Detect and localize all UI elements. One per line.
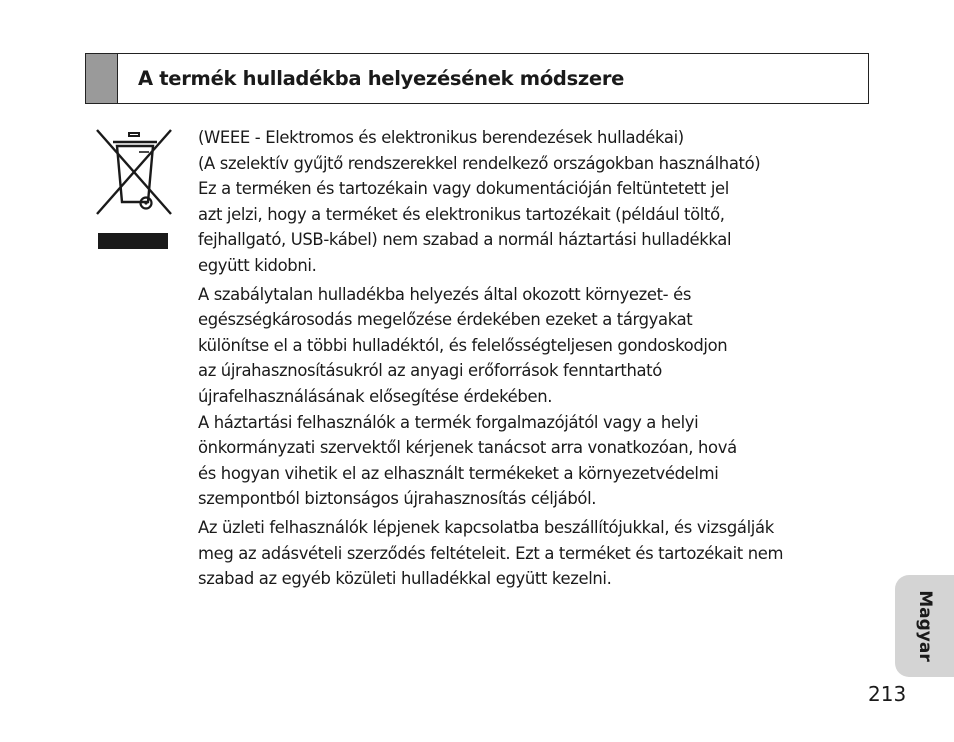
- text-line: szabad az egyéb közületi hulladékkal együtt kezelni.: [198, 569, 612, 589]
- header-accent-block: [86, 54, 118, 103]
- text-line: önkormányzati szervektől kérjenek tanácsot arra vonatkozóan, hová: [198, 438, 737, 458]
- text-line: együtt kidobni.: [198, 255, 317, 275]
- text-line: különítse el a többi hulladéktól, és felelősségteljesen gondoskodjon: [198, 335, 728, 355]
- text-line: meg az adásvételi szerződés feltételeit. Ezt a terméket és tartozékait nem: [198, 543, 784, 563]
- page-number: 213: [868, 682, 907, 706]
- text-line: azt jelzi, hogy a terméket és elektronikus tartozékait (például töltő,: [198, 204, 725, 224]
- text-line: egészségkárosodás megelőzése érdekében ezeket a tárgyakat: [198, 310, 693, 330]
- text-line: A háztartási felhasználók a termék forgalmazójától vagy a helyi: [198, 412, 699, 432]
- body-text: [198, 125, 868, 592]
- text-line: (WEEE - Elektromos és elektronikus berendezések hulladékai): [198, 128, 684, 147]
- weee-underline-bar: [98, 233, 168, 249]
- text-line: Ez a terméken és tartozékain vagy dokumentációján feltüntetett jel: [198, 179, 729, 199]
- paragraph-household: [198, 410, 868, 512]
- text-line: fejhallgató, USB-kábel) nem szabad a normál háztartási hulladékkal: [198, 230, 732, 250]
- text-line: újrafelhasználásának elősegítése érdekében.: [198, 386, 553, 406]
- section-header: [85, 53, 869, 104]
- paragraph-prevention: [198, 282, 868, 410]
- paragraph-business: [198, 515, 868, 592]
- section-title: A termék hulladékba helyezésének módszere: [138, 67, 625, 90]
- text-line: (A szelektív gyűjtő rendszerekkel rendelkező országokban használható): [198, 153, 761, 173]
- text-line: és hogyan vihetik el az elhasznált termékeket a környezetvédelmi: [198, 463, 719, 483]
- crossed-out-wheelie-bin-icon: [93, 126, 175, 222]
- text-line: szempontból biztonságos újrahasznosítás céljából.: [198, 489, 597, 509]
- text-line: az újrahasznosításukról az anyagi erőforrások fenntartható: [198, 361, 662, 381]
- paragraph-notice: [198, 151, 868, 279]
- text-line: A szabálytalan hulladékba helyezés által okozott környezet- és: [198, 284, 692, 304]
- text-line: Az üzleti felhasználók lépjenek kapcsolatba beszállítójukkal, és vizsgálják: [198, 517, 774, 537]
- paragraph-weee: [198, 125, 868, 151]
- language-label: Magyar: [915, 590, 935, 662]
